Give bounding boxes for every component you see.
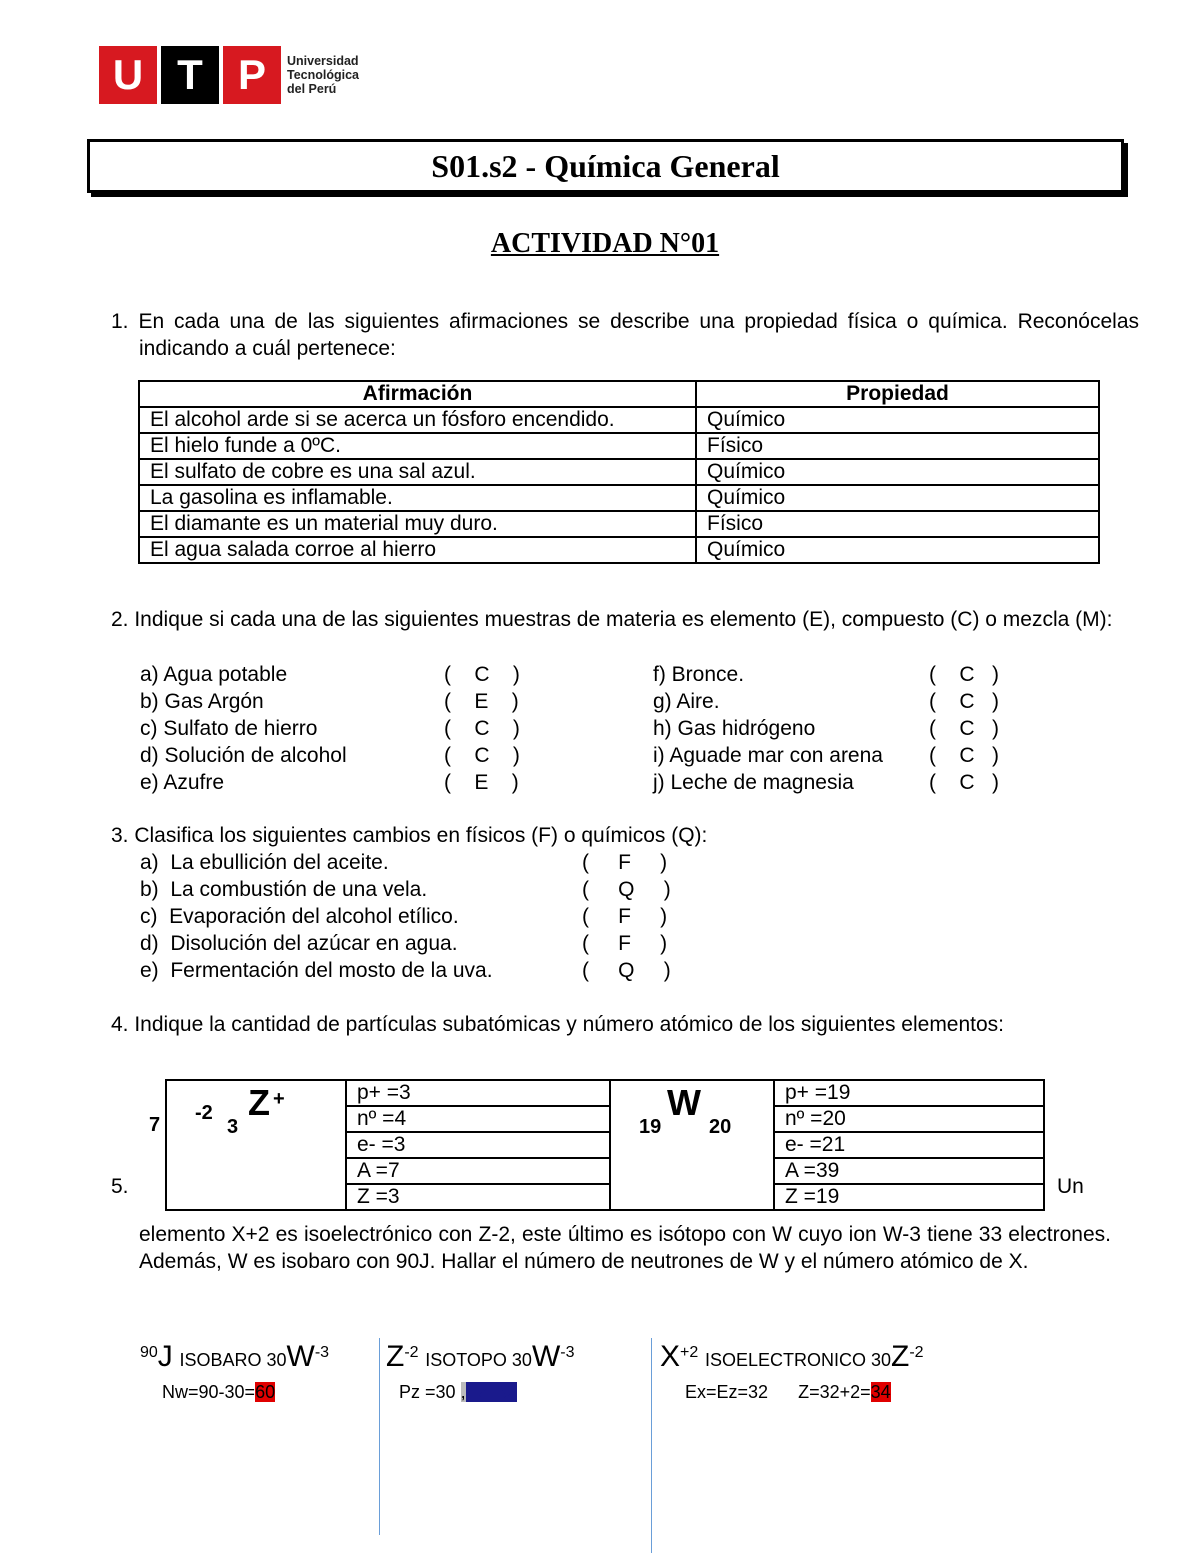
electron-result: Ez=32	[465, 1382, 518, 1402]
change-item: b) La combustión de una vela.	[140, 878, 428, 901]
logo-letter-t: T	[161, 46, 219, 104]
change-answer: ( Q )	[582, 878, 671, 901]
sample-answer: ( C )	[929, 663, 1000, 686]
solution-isoelectronic: $X^{+2}$ ISOELECTRONICO $30Z^{-2}$	[660, 1340, 924, 1373]
z-mass-number: 7	[149, 1114, 161, 1136]
change-item: c) Evaporación del alcohol etílico.	[140, 905, 459, 928]
atomic-number-result: 34	[870, 1382, 891, 1402]
page-title: S01.s2 - Química General	[87, 139, 1124, 193]
sample-answer: ( C )	[929, 717, 1000, 740]
change-answer: ( F )	[582, 932, 668, 955]
table-row: El agua salada corroe al hierro Químico	[139, 537, 1099, 563]
sample-item: a) Agua potable	[140, 663, 288, 686]
change-item: e) Fermentación del mosto de la uva.	[140, 959, 493, 982]
question-5-number: 5.	[111, 1175, 129, 1198]
sample-answer: ( C )	[444, 663, 520, 686]
z-symbol-cell: -2 3 Z +	[166, 1080, 346, 1210]
change-answer: ( F )	[582, 851, 668, 874]
sample-item: f) Bronce.	[653, 663, 745, 686]
change-item: d) Disolución del azúcar en agua.	[140, 932, 458, 955]
proton-calc: Pz =30 ,Ez=32	[399, 1382, 518, 1402]
solution-isobar: $^{90}$J ISOBARO $30W^{-3}$	[140, 1340, 330, 1373]
question-5-start: Un	[1057, 1175, 1084, 1198]
solution-isotope: $Z^{-2}$ ISOTOPO $30W^{-3}$	[386, 1340, 575, 1373]
sample-answer: ( C )	[444, 717, 520, 740]
table-row: El diamante es un material muy duro. Físico	[139, 511, 1099, 537]
change-item: a) La ebullición del aceite.	[140, 851, 389, 874]
logo-text: Universidad Tecnológica del Perú	[287, 54, 360, 96]
table-row: La gasolina es inflamable. Químico	[139, 485, 1099, 511]
logo-letter-p: P	[223, 46, 281, 104]
sample-answer: ( C )	[929, 690, 1000, 713]
divider-line	[379, 1338, 380, 1535]
sample-item: j) Leche de magnesia	[653, 771, 854, 794]
sample-item: i) Aguade mar con arena	[653, 744, 883, 767]
neutron-result: 60	[255, 1382, 276, 1402]
sample-item: b) Gas Argón	[140, 690, 264, 713]
question-3: 3. Clasifica los siguientes cambios en físicos (F) o químicos (Q):	[111, 824, 708, 847]
sample-answer: ( C )	[929, 744, 1000, 767]
sample-answer: ( C )	[929, 771, 1000, 794]
activity-heading: ACTIVIDAD N°01	[490, 228, 720, 259]
sample-item: h) Gas hidrógeno	[653, 717, 816, 740]
sample-item: g) Aire.	[653, 690, 720, 713]
properties-table: Afirmación Propiedad El alcohol arde si se acerca un fósforo encendido. Químico El hielo funde a 0ºC. Físico El sulfato de cobre es una sal azul. Químico La gasolina es inflamable. Químico El diamante es un material muy duro. Físico El agua salada corroe al hierro Químico	[138, 380, 1100, 564]
logo-letter-u: U	[99, 46, 157, 104]
particles-table: -2 3 Z + p+ =3 19 W 20 p+ =19 nº =4 nº =20 e- =3 e- =21 A =7 A =39 Z =3 Z =19	[165, 1079, 1045, 1211]
w-symbol-cell: 19 W 20	[610, 1080, 774, 1210]
table-row: El alcohol arde si se acerca un fósforo encendido. Químico	[139, 407, 1099, 433]
question-4: 4. Indique la cantidad de partículas subatómicas y número atómico de los siguientes elementos:	[111, 1013, 1005, 1036]
table-row: El sulfato de cobre es una sal azul. Químico	[139, 459, 1099, 485]
sample-answer: ( E )	[444, 690, 519, 713]
sample-item: c) Sulfato de hierro	[140, 717, 318, 740]
question-2: 2. Indique si cada una de las siguientes muestras de materia es elemento (E), compuesto (C) o mezcla (M):	[111, 608, 1113, 631]
utp-logo	[99, 46, 281, 104]
sample-item: e) Azufre	[140, 771, 225, 794]
sample-answer: ( E )	[444, 771, 519, 794]
table-row: El hielo funde a 0ºC. Físico	[139, 433, 1099, 459]
sample-item: d) Solución de alcohol	[140, 744, 347, 767]
atomic-number-calc: Ex=Ez=32 Z=32+2=34	[685, 1382, 891, 1402]
neutron-calc: Nw=90-30=60	[162, 1382, 276, 1402]
divider-line-2	[651, 1338, 652, 1553]
sample-answer: ( C )	[444, 744, 520, 767]
change-answer: ( Q )	[582, 959, 671, 982]
question-1: 1. En cada una de las siguientes afirmaciones se describe una propiedad física o química. Reconócelas indicando a cuál pertenece:	[111, 310, 1139, 360]
question-5: elemento X+2 es isoelectrónico con Z-2, este último es isótopo con W cuyo ion W-3 tiene 33 electrones. Además, W es isobaro con 90J. Hallar el número de neutrones de W y el número atómico de X.	[139, 1223, 1111, 1273]
change-answer: ( F )	[582, 905, 668, 928]
